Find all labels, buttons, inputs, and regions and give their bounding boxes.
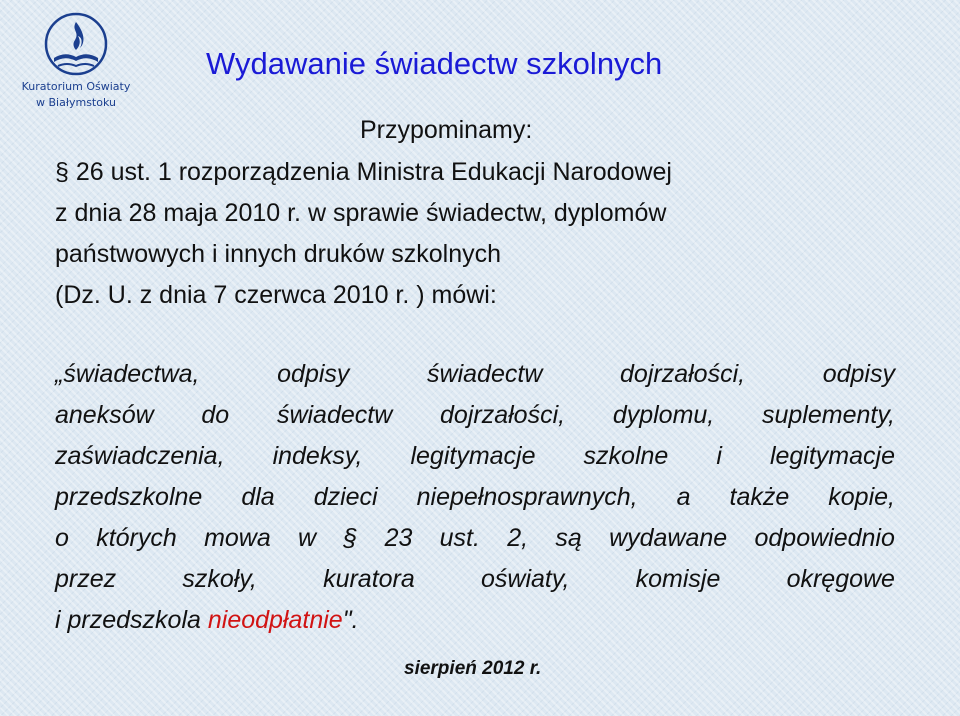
quote-word: szkolne	[583, 442, 669, 470]
quote-word: zaświadczenia,	[55, 442, 225, 470]
quote-word: suplementy,	[762, 401, 895, 429]
quote-word: odpowiednio	[754, 524, 895, 552]
quote-word: kopie,	[828, 483, 895, 511]
quote-word: odpisy	[277, 360, 350, 388]
quote-word: których	[96, 524, 177, 552]
date-footer: sierpień 2012 r.	[404, 658, 542, 679]
logo-text-line1: Kuratorium Oświaty	[21, 80, 131, 93]
quote-line	[55, 354, 895, 395]
quote-word: „świadectwa,	[55, 360, 200, 388]
quote-word: dyplomu,	[612, 401, 715, 429]
quote-word: legitymacje	[769, 442, 895, 470]
quote-word: oświaty,	[480, 565, 570, 593]
quote-word: kuratora	[323, 565, 415, 593]
quote-word: 2,	[507, 524, 529, 552]
quote-word: są	[555, 524, 582, 552]
quote-word: wydawane	[609, 524, 728, 552]
quote-word: świadectw	[427, 360, 543, 388]
quote-line	[55, 559, 895, 600]
quote-word: do	[201, 401, 230, 429]
quote-word: ust.	[439, 524, 480, 552]
quote-word: i	[716, 442, 722, 470]
reference-line: państwowych i innych druków szkolnych	[55, 240, 502, 268]
legal-reference	[55, 152, 905, 316]
quote-word: świadectw	[276, 401, 393, 429]
quote-word: przedszkolne	[55, 483, 203, 511]
quote-line	[55, 477, 895, 518]
intro-text: Przypominamy:	[360, 116, 533, 144]
quote-word: w	[298, 524, 317, 552]
quote-word: a	[676, 483, 691, 511]
quote-word: przez	[55, 565, 117, 593]
quote-line	[55, 395, 895, 436]
quote-word: §	[343, 524, 358, 552]
reference-line: (Dz. U. z dnia 7 czerwca 2010 r. ) mówi:	[55, 281, 497, 309]
highlight-free-of-charge: nieodpłatnie	[207, 606, 343, 634]
quote-line	[55, 436, 895, 477]
quote-word: dla	[241, 483, 275, 511]
quote-word: niepełnosprawnych,	[416, 483, 638, 511]
quote-word: dzieci	[313, 483, 378, 511]
quote-word: mowa	[204, 524, 271, 552]
reference-line: z dnia 28 maja 2010 r. w sprawie świadectw, dyplomów	[55, 199, 667, 227]
quote-last-line	[55, 600, 895, 641]
page-title: Wydawanie świadectw szkolnych	[206, 46, 663, 81]
quote-word: szkoły,	[182, 565, 257, 593]
quote-word: aneksów	[55, 401, 154, 429]
kuratorium-logo	[14, 8, 138, 112]
quote-word: także	[729, 483, 790, 511]
logo-text-line2: w Białymstoku	[36, 96, 116, 109]
quote-word: indeksy,	[272, 442, 363, 470]
flame-book-icon	[14, 8, 138, 82]
reference-line: § 26 ust. 1 rozporządzenia Ministra Edukacji Narodowej	[55, 158, 672, 186]
quote-last-prefix: i przedszkola	[55, 606, 208, 634]
quote-word: odpisy	[822, 360, 895, 388]
quote-word: legitymacje	[410, 442, 536, 470]
quote-word: o	[55, 524, 69, 552]
quote-closing: ".	[342, 606, 359, 634]
quote-word: dojrzałości,	[620, 360, 746, 388]
quote-word: dojrzałości,	[440, 401, 566, 429]
quote-word: okręgowe	[786, 565, 895, 593]
quote-word: 23	[384, 524, 413, 552]
quote-word: komisje	[635, 565, 721, 593]
regulation-quote	[55, 354, 895, 641]
quote-line	[55, 518, 895, 559]
